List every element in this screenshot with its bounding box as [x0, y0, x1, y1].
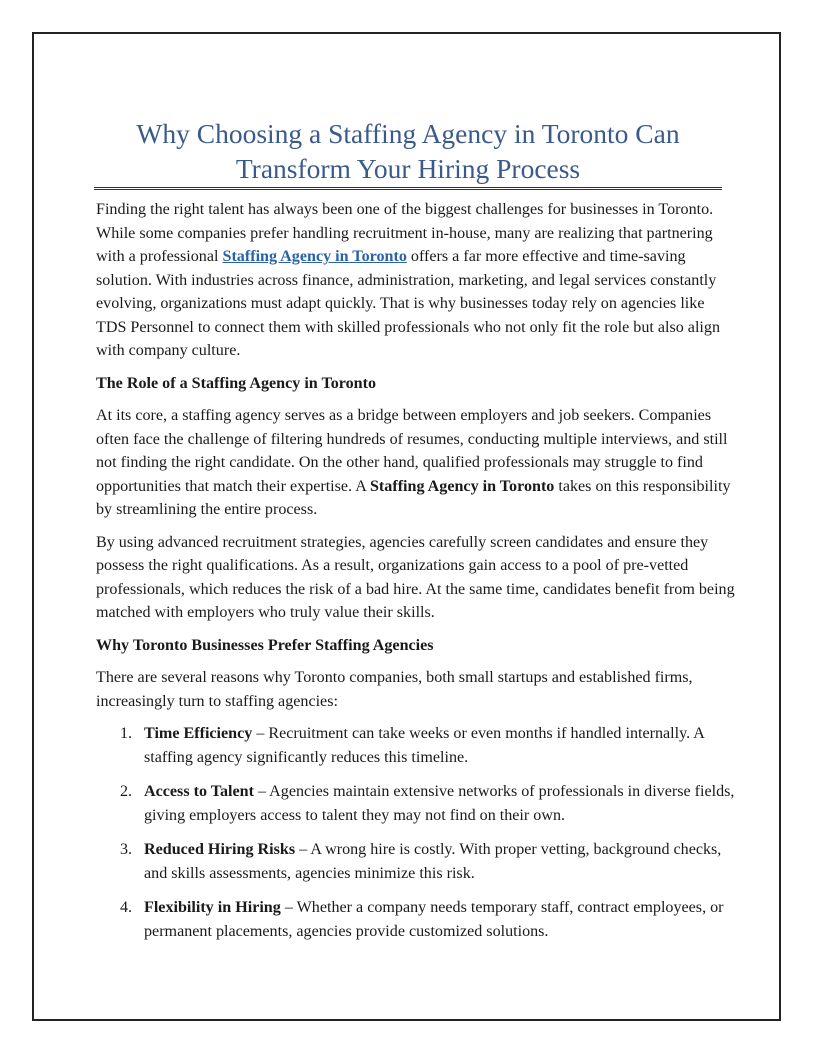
list-number: 1. — [120, 725, 133, 742]
staffing-agency-link[interactable]: Staffing Agency in Toronto — [222, 248, 407, 265]
list-description: – Recruitment can take weeks or even months if handled internally. A staffing agency significantly reduces this timeline. — [144, 725, 704, 766]
role-text-start: At its core, a staffing agency serves as a bridge between employers and job seekers. Companies often face the challenge of filtering hundreds of resumes, conducting multiple interviews, and still not finding the right candidate. On the other hand, qualified professionals may struggle to find opportunities that match their expertise. A — [96, 407, 728, 495]
list-number: 3. — [120, 841, 133, 858]
list-number: 2. — [120, 783, 133, 800]
intro-text-start: Finding the right talent has always been one of the biggest challenges for businesses in Toronto. While some companies prefer handling recruitment in-house, many are realizing that partnering with a professional — [96, 201, 714, 265]
role-paragraph-2: By using advanced recruitment strategies, agencies carefully screen candidates and ensure they possess the right qualifications. As a result, organizations gain access to a pool of pre-vetted professionals, which reduces the risk of a bad hire. At the same time, candidates benefit from being matched with employers who truly value their skills. — [96, 533, 735, 621]
intro-text-end: offers a far more effective and time-saving solution. With industries across finance, administration, marketing, and legal services constantly evolving, organizations must adapt quickly. That is why businesses today rely on agencies like TDS Personnel to connect them with skilled professionals who not only fit the role but also align with company culture. — [96, 248, 720, 359]
document-title — [94, 116, 722, 186]
why-intro-paragraph: There are several reasons why Toronto companies, both small startups and established firms, increasingly turn to staffing agencies: — [96, 669, 693, 710]
list-description: – Whether a company needs temporary staff, contract employees, or permanent placements, agencies provide customized solutions. — [144, 899, 724, 940]
role-text-end: takes on this responsibility by streamlining the entire process. — [96, 477, 731, 518]
document-body — [96, 198, 736, 954]
list-item — [96, 722, 736, 769]
role-bold-term: Staffing Agency in Toronto — [369, 477, 555, 495]
title-line-2: Transform Your Hiring Process — [235, 153, 581, 184]
list-term: Reduced Hiring Risks — [144, 841, 296, 858]
intro-paragraph — [96, 198, 736, 363]
title-underline — [94, 187, 722, 190]
list-description: – A wrong hire is costly. With proper vetting, background checks, and skills assessments, agencies minimize this risk. — [144, 841, 722, 882]
section-heading-why: Why Toronto Businesses Prefer Staffing Agencies — [96, 636, 434, 654]
reasons-list — [96, 722, 736, 943]
role-paragraph-1 — [96, 404, 736, 522]
list-term: Access to Talent — [144, 783, 254, 800]
list-number: 4. — [120, 899, 133, 916]
section-heading-role: The Role of a Staffing Agency in Toronto — [96, 374, 377, 392]
list-description: – Agencies maintain extensive networks of professionals in diverse fields, giving employers access to talent they may not find on their own. — [144, 783, 735, 824]
list-item — [96, 780, 736, 827]
list-term: Time Efficiency — [144, 725, 253, 742]
list-item — [96, 896, 736, 943]
title-line-1: Why Choosing a Staffing Agency in Toronto Can — [136, 118, 680, 149]
list-term: Flexibility in Hiring — [144, 899, 281, 916]
list-item — [96, 838, 736, 885]
